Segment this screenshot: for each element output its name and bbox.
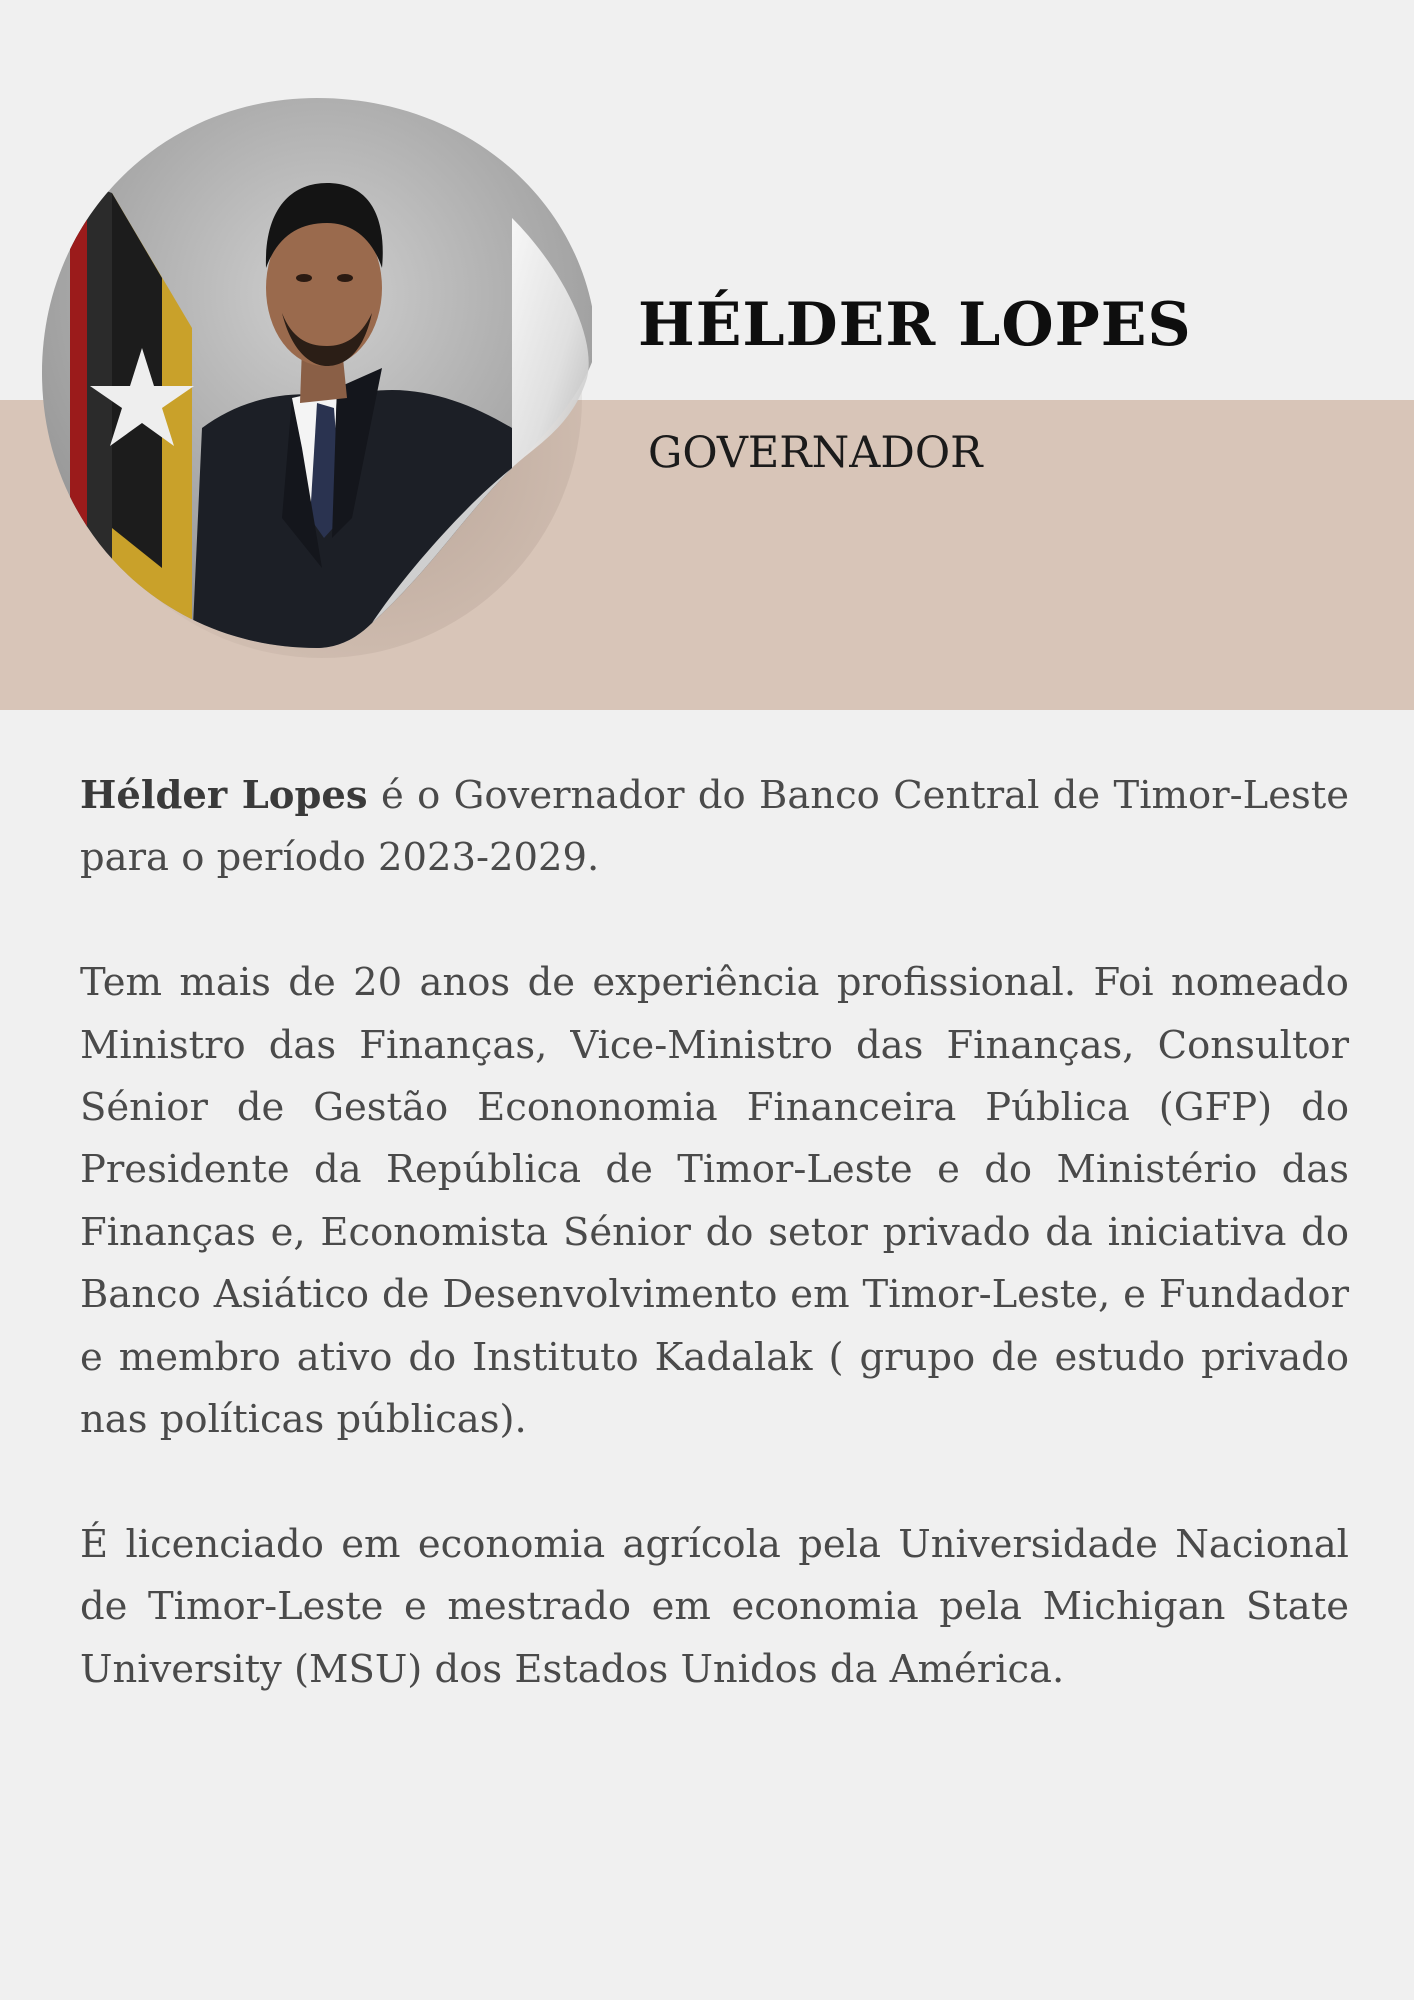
person-role: GOVERNADOR (648, 428, 983, 478)
portrait-image (42, 98, 592, 648)
biography (80, 765, 1349, 1763)
portrait-photo (42, 98, 592, 648)
bio-paragraph-1 (80, 765, 1349, 890)
bio-paragraph-3: É licenciado em economia agrícola pela Universidade Nacional de Timor-Leste e mestrado em economia pela Michigan State University (MSU) dos Estados Unidos da América. (80, 1521, 1349, 1692)
person-name: HÉLDER LOPES (638, 290, 1192, 360)
bio-paragraph-2: Tem mais de 20 anos de experiência profissional. Foi nomeado Ministro das Finanças, Vice-Ministro das Finanças, Consultor Sénior de Gestão Econonomia Financeira Pública (GFP) do Presidente da República de Timor-Leste e do Ministério das Finanças e, Economista Sénior do setor privado da iniciativa do Banco Asiático de Desenvolvimento em Timor-Leste, e Fundador e membro ativo do Instituto Kadalak ( grupo de estudo privado nas políticas públicas). (80, 960, 1349, 1443)
bio-paragraph-1-text: é o Governador do Banco Central de Timor-Leste para o período 2023-2029. (80, 773, 1349, 881)
bio-name: Hélder Lopes (80, 773, 368, 818)
